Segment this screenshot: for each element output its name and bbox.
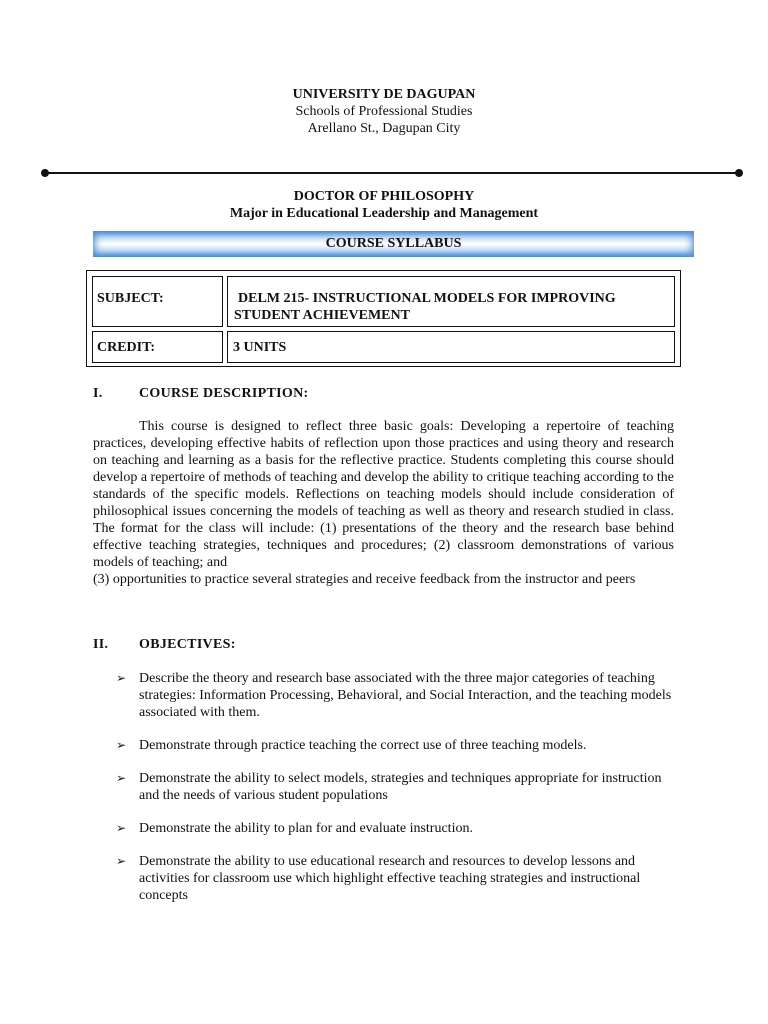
objective-text: Demonstrate the ability to use educational research and resources to develop lessons and activities for classroom use which highlight effective teaching strategies and instructional concepts (139, 854, 641, 903)
university-name: UNIVERSITY DE DAGUPAN (292, 87, 476, 102)
objective-text: Describe the theory and research base associated with the three major categories of teaching strategies: Information Processing, Behavioral, and Social Interaction, and the teaching models associated with them. (139, 671, 672, 720)
credit-value: 3 UNITS (227, 331, 675, 363)
document-header (0, 86, 768, 137)
objectives-list (116, 670, 676, 920)
description-paragraph-1: This course is designed to reflect three basic goals: Developing a repertoire of teaching practices, developing effective habits of reflection upon those practices and using theory and research on teaching and learning as a basis for the reflective practice. Students completing this course should develop a repertoire of methods of teaching and develop the ability to critique teaching according to the standards of the specific models. Reflections on teaching models should include consideration of philosophical issues concerning the models of teaching as well as theory and research studied in class. The format for the class will include: (1) presentations of the theory and the research base behind effective teaching strategies, techniques and procedures; (2) classroom demonstrations of various models of teaching; and (93, 419, 674, 570)
arrow-bullet-icon: ➢ (116, 854, 127, 868)
arrow-bullet-icon: ➢ (116, 738, 127, 752)
divider-dot-right (735, 169, 743, 177)
objectives-heading (93, 636, 236, 653)
objective-text: Demonstrate the ability to select models, strategies and techniques appropriate for instruction and the needs of various student populations (139, 771, 662, 803)
subject-value-line1: DELM 215- INSTRUCTIONAL MODELS FOR IMPROVING (238, 291, 616, 306)
list-item (116, 770, 676, 804)
description-paragraph-2: (3) opportunities to practice several strategies and receive feedback from the instructor and peers (93, 572, 636, 587)
subject-value-line2: STUDENT ACHIEVEMENT (234, 308, 410, 323)
list-item (116, 853, 676, 904)
course-description-body (93, 418, 674, 588)
course-info-table (86, 270, 681, 367)
section-number: I. (93, 386, 103, 401)
section-title: OBJECTIVES: (139, 637, 236, 652)
objective-text: Demonstrate through practice teaching the correct use of three teaching models. (139, 738, 587, 753)
objective-text: Demonstrate the ability to plan for and evaluate instruction. (139, 821, 473, 836)
section-number: II. (93, 637, 109, 652)
school-address: Arellano St., Dagupan City (307, 121, 461, 136)
arrow-bullet-icon: ➢ (116, 821, 127, 835)
degree-title: DOCTOR OF PHILOSOPHY (293, 189, 475, 204)
section-title: COURSE DESCRIPTION: (139, 386, 309, 401)
school-name: Schools of Professional Studies (295, 104, 473, 119)
arrow-bullet-icon: ➢ (116, 771, 127, 785)
credit-label: CREDIT: (92, 331, 223, 363)
divider-dot-left (41, 169, 49, 177)
subject-label: SUBJECT: (92, 276, 223, 327)
header-divider (44, 172, 740, 174)
arrow-bullet-icon: ➢ (116, 671, 127, 685)
degree-heading (0, 188, 768, 222)
list-item (116, 737, 676, 754)
list-item (116, 670, 676, 721)
list-item (116, 820, 676, 837)
subject-value (227, 276, 675, 327)
course-description-heading (93, 385, 308, 402)
degree-major: Major in Educational Leadership and Management (229, 206, 539, 221)
course-syllabus-banner: COURSE SYLLABUS (93, 231, 694, 257)
